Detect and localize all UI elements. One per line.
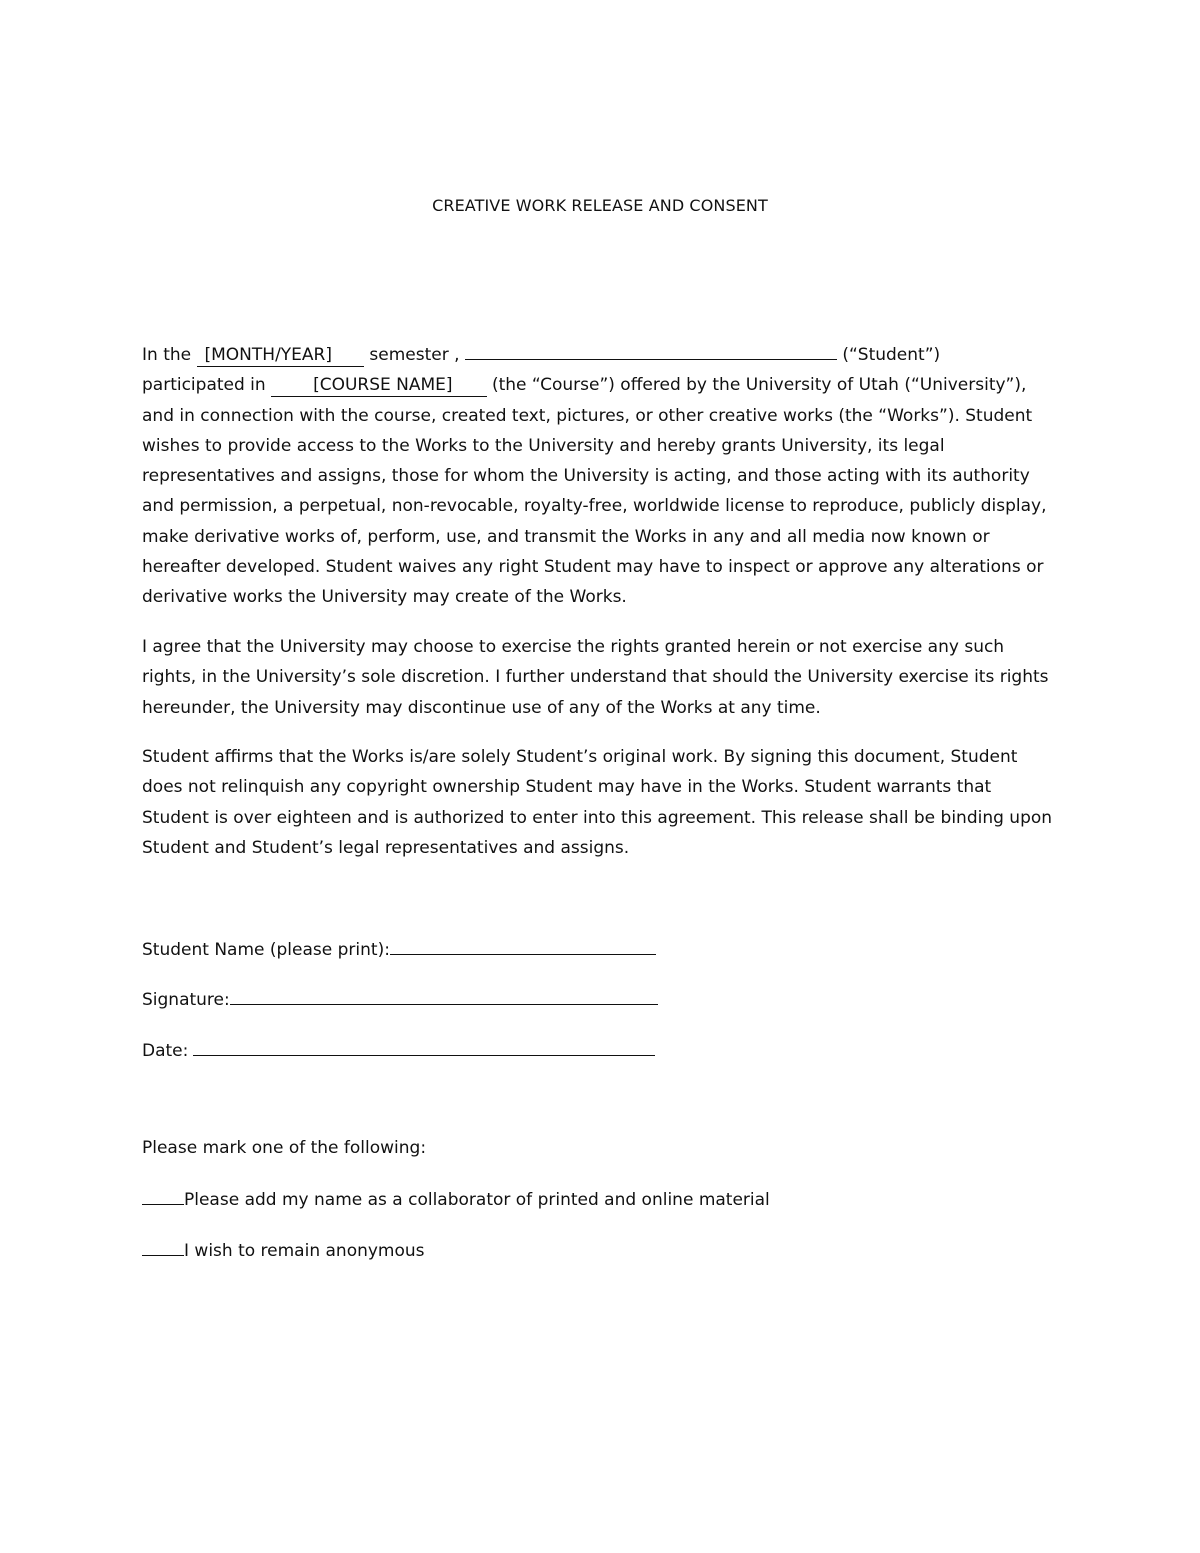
- text-in-the: In the: [142, 345, 192, 365]
- paragraph-grant-of-license: [142, 340, 1054, 613]
- mark-one-heading: Please mark one of the following:: [142, 1138, 427, 1158]
- option-anonymous-label: I wish to remain anonymous: [184, 1241, 425, 1261]
- signature-row: [142, 986, 658, 1012]
- paragraph-1-body: (the “Course”) offered by the University of Utah (“University”), and in connection with the course, created text, pictures, or other creative works (the “Works”). Student wishes to provide access to the Works to the University and hereby grants University, its legal representatives and assigns, those for whom the University is acting, and those acting with its authority and permission, a perpetual, non-revocable, royalty-free, worldwide license to reproduce, publicly display, make derivative works of, perform, use, and transmit the Works in any and all media now known or hereafter developed. Student waives any right Student may have to inspect or approve any alterations or derivative works the University may create of the Works.: [142, 375, 1047, 608]
- text-participated-in: participated in: [142, 375, 266, 396]
- option-collaborator-label: Please add my name as a collaborator of printed and online material: [184, 1190, 770, 1210]
- date-line[interactable]: [193, 1037, 655, 1056]
- student-name-line[interactable]: [390, 936, 656, 955]
- paragraph-university-discretion: [142, 632, 1054, 723]
- signature-label: Signature:: [142, 990, 230, 1010]
- text-semester: semester ,: [369, 345, 460, 365]
- date-row: [142, 1037, 655, 1063]
- month-year-field[interactable]: [MONTH/YEAR]: [197, 345, 365, 367]
- student-name-row: [142, 936, 656, 962]
- option-anonymous: [142, 1237, 425, 1263]
- paragraph-2-text: I agree that the University may choose to exercise the rights granted herein or not exercise any such rights, in the University’s sole discretion. I further understand that should the University exercise its rights hereunder, the University may discontinue use of any of the Works at any time.: [142, 637, 1049, 718]
- student-name-label: Student Name (please print):: [142, 940, 390, 960]
- option-collaborator: [142, 1186, 770, 1212]
- collaborator-check-blank[interactable]: [142, 1186, 184, 1205]
- course-name-field[interactable]: [COURSE NAME]: [271, 375, 486, 397]
- paragraph-3-text: Student affirms that the Works is/are solely Student’s original work. By signing this document, Student does not relinquish any copyright ownership Student may have in the Works. Student warrants that Student is over eighteen and is authorized to enter into this agreement. This release shall be binding upon Student and Student’s legal representatives and assigns.: [142, 747, 1053, 858]
- paragraph-student-affirmation: [142, 742, 1054, 863]
- date-label: Date:: [142, 1041, 189, 1061]
- signature-line[interactable]: [230, 986, 658, 1005]
- text-student-ref: (“Student”): [842, 345, 941, 365]
- document-title: CREATIVE WORK RELEASE AND CONSENT: [432, 196, 768, 215]
- student-name-blank[interactable]: [465, 341, 837, 360]
- anonymous-check-blank[interactable]: [142, 1237, 184, 1256]
